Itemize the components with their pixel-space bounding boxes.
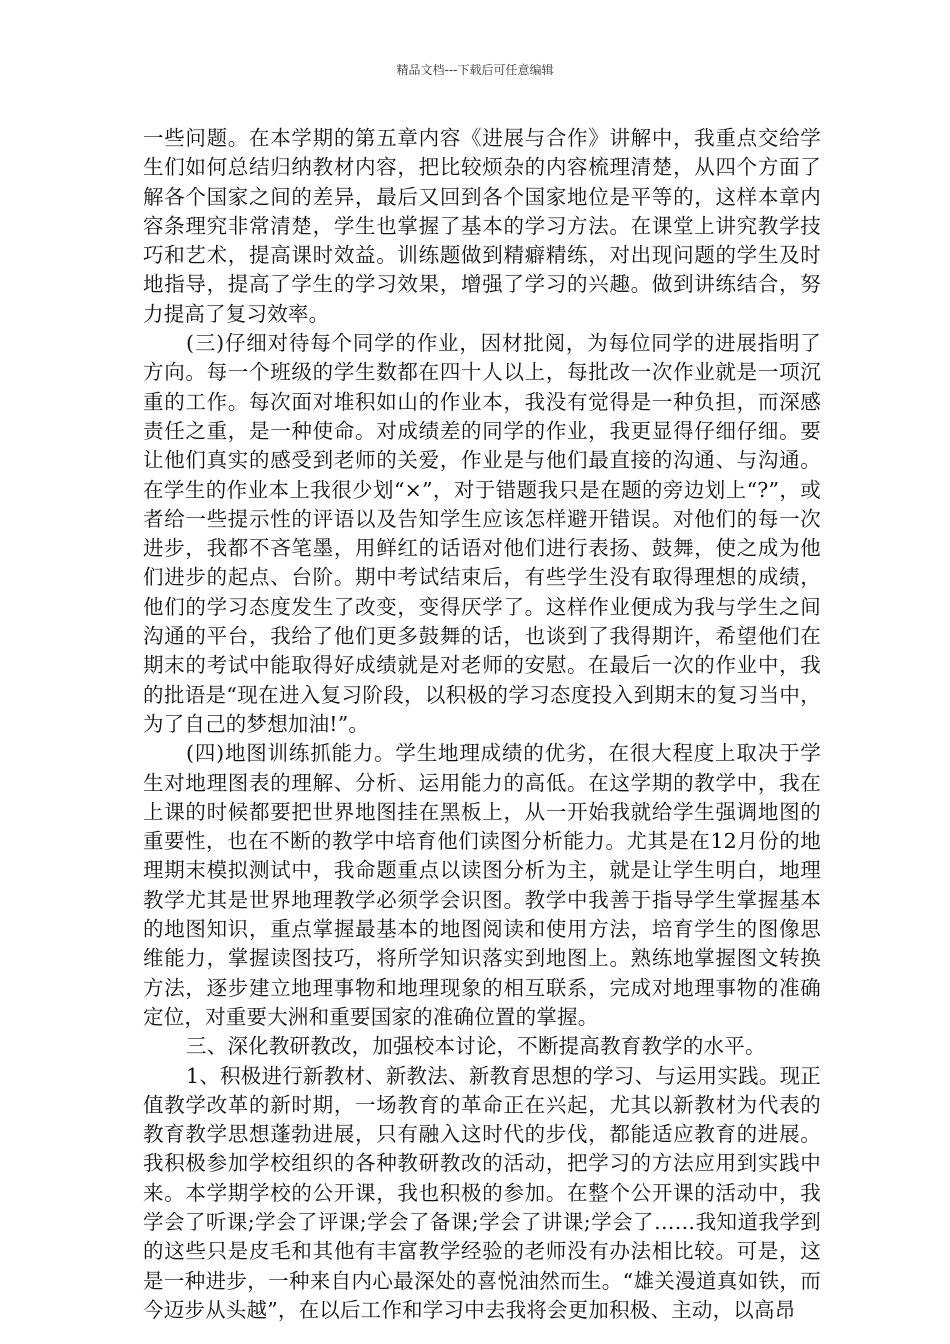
paragraph-new-curriculum: 1、积极进行新教材、新教法、新教育思想的学习、与运用实践。现正值教学改革的新时期，一场教育的革命正在兴起，尤其以新教材为代表的教育教学思想蓬勃进展，只有融入这时代的步伐，都能适应教育的进展。我积极参加学校组织的各种教研教改的活动，把学习的方法应用到实践中来。本学期学校的公开课，我也积极的参加。在整个公开课的活动中，我学会了听课;学会了评课;学会了备课;学会了讲课;学会了……我知道我学到的这些只是皮毛和其他有丰富教学经验的老师没有办法相比较。可是，这是一种进步，一种来自内心最深处的喜悦油然而生。“雄关漫道真如铁，而今迈步从头越”，在以后工作和学习中去我将会更加积极、主动，以高昂 (143, 1063, 821, 1322)
paragraph-continuation: 一些问题。在本学期的第五章内容《进展与合作》讲解中，我重点交给学生们如何总结归纳教材内容，把比较烦杂的内容梳理清楚，从四个方面了解各个国家之间的差异，最后又回到各个国家地位是平等的，这样本章内容条理究非常清楚，学生也掌握了基本的学习方法。在课堂上讲究教学技巧和艺术，提高课时效益。训练题做到精癖精练，对出现问题的学生及时地指导，提高了学生的学习效果，增强了学习的兴趣。做到讲练结合，努力提高了复习效率。 (143, 126, 821, 326)
page-header: 精品文档---下载后可任意编辑 (396, 63, 554, 77)
document-body (143, 124, 821, 1325)
section-heading-teaching-research: 三、深化教研教改，加强校本讨论，不断提高教育教学的水平。 (186, 1034, 766, 1059)
paragraph-map-training: (四)地图训练抓能力。学生地理成绩的优劣，在很大程度上取决于学生对地理图表的理解、分析、运用能力的高低。在这学期的教学中，我在上课的时候都要把世界地图挂在黑板上，从一开始我就给学生强调地图的重要性，也在不断的教学中培育他们读图分析能力。尤其是在12月份的地理期末模拟测试中，我命题重点以读图分析为主，就是让学生明白，地理教学尤其是世界地理教学必须学会识图。教学中我善于指导学生掌握基本的地图知识，重点掌握最基本的地图阅读和使用方法，培育学生的图像思维能力，掌握读图技巧，将所学知识落实到地图上。熟练地掌握图文转换方法，逐步建立地理事物和地理现象的相互联系，完成对地理事物的准确定位，对重要大洲和重要国家的准确位置的掌握。 (143, 741, 821, 1029)
paragraph-homework: (三)仔细对待每个同学的作业，因材批阅，为每位同学的进展指明了方向。每一个班级的学生数都在四十人以上，每批改一次作业就是一项沉重的工作。每次面对堆积如山的作业本，我没有觉得是一种负担，而深感责任之重，是一种使命。对成绩差的同学的作业，我更显得仔细仔细。要让他们真实的感受到老师的关爱，作业是与他们最直接的沟通、与沟通。在学生的作业本上我很少划“×”，对于错题我只是在题的旁边划上“?”，或者给一些提示性的评语以及告知学生应该怎样避开错误。对他们的每一次进步，我都不吝笔墨，用鲜红的话语对他们进行表扬、鼓舞，使之成为他们进步的起点、台阶。期中考试结束后，有些学生没有取得理想的成绩，他们的学习态度发生了改变，变得厌学了。这样作业便成为我与学生之间沟通的平台，我给了他们更多鼓舞的话，也谈到了我得期许，希望他们在期末的考试中能取得好成绩就是对老师的安慰。在最后一次的作业中，我的批语是“现在进入复习阶段，以积极的学习态度投入到期末的复习当中，为了自己的梦想加油!”。 (143, 331, 821, 736)
